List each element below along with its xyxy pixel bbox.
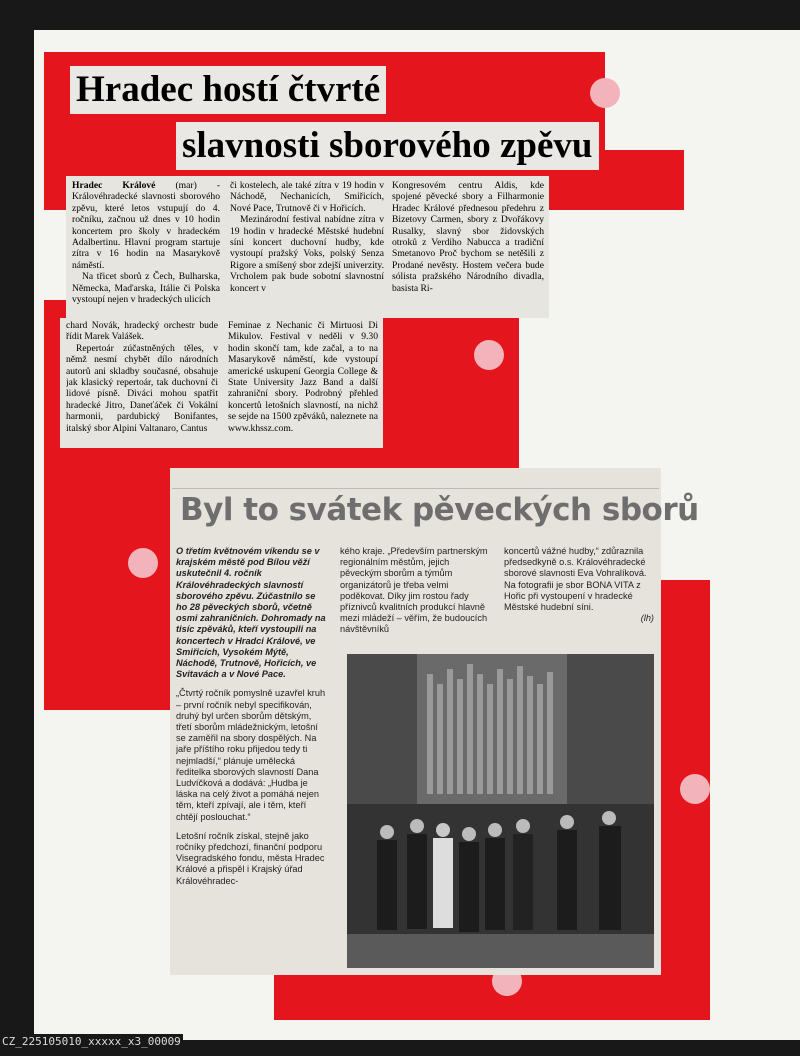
article1-column-2 — [230, 180, 384, 314]
author-signature: (lh) — [640, 613, 654, 624]
paragraph: Letošní ročník získal, stejně jako ročníky předchozí, finanční podporu Visegradského fondu, města Hradec Králové a přispěl i Krajský úřad Královéhradec- — [176, 830, 325, 886]
paragraph: Na třicet sborů z Čech, Bulharska, Německa, Maďarska, Itálie či Polska vystoupí nejen v hradeckých ulicích — [72, 271, 220, 306]
paragraph: Feminae z Nechanic či Mirtuosi Di Mikulov. Festival v neděli v 9.30 hodin skončí tam, kde začal, a to na Masarykově náměstí, kde vystoupí americké uskupení Georgia College & State University Jazz Band a další zahraniční sbory. Podrobný přehled koncertů letošních slavností, na nichž se sejde na 1500 zpěváků, naleznete na www.khssz.com. — [228, 320, 378, 434]
red-backing-left — [44, 440, 174, 710]
article2-column-3 — [504, 546, 654, 650]
archive-id-caption: CZ_225105010_xxxxx_x3_00009 — [2, 1035, 181, 1048]
paragraph: chard Novák, hradecký orchestr bude řídit Marek Valášek. — [66, 320, 218, 343]
paragraph: Repertoár zúčastněných těles, v němž nesmí chybět dílo národních autorů ani skladby současné, obsahuje jak klasický repertoár, tak duchovní či lidové písně. Diváci mohou spatřit hradecké Jitro, Daneťáček či Vokální harmonii, pardubický Bonifantes, italský sbor Alpini Valtanaro, Cantus — [66, 342, 218, 434]
paragraph: „Čtvrtý ročník pomyslně uzavřel kruh – první ročník nebyl specifikován, druhý byl určen sborům dětským, třetí sborům mládežnickým, letošní se zaměřil na sbory dospělých. Na jaře příštího roku přijedou tedy ti nejmladší,“ plánuje umělecká ředitelka sborových slavností Dana Ludvíčková a dodává: „Hudba je láska na celý život a pomáhá nejen těm, kteří zpívají, ale i těm, kteří chtějí poslouchat.“ — [176, 688, 326, 822]
article1-headline-line1: Hradec hostí čtvrté — [70, 66, 386, 114]
paragraph: Mezinárodní festival nabídne zítra v 19 hodin v hradecké Městské hudební síni koncert duchovní hudby, kde vystoupí pražský Voks, polský Senza Rigore a smíšený sbor zdejší univerzity. Vrcholem pak bude sobotní slavnostní koncert v — [230, 214, 384, 294]
pink-dot — [474, 340, 504, 370]
dateline: Hradec Králové — [72, 180, 156, 191]
article2-column-1 — [176, 546, 328, 972]
article2-lead: O třetím květnovém víkendu se v krajském městě pod Bílou věží uskutečnil 4. ročník Královéhradeckých slavností sborového zpěvu. Zúčastnilo se ho 28 pěveckých sborů, včetně osmi zahraničních. Dohromady na tisíc zpěváků, kteří vystoupili na koncertech v Hradci Králové, ve Smiřicích, Vysokém Mýtě, Náchodě, Trutnově, Hořicích, ve Svitavách a v Nové Pace. — [176, 546, 326, 680]
paragraph: kého kraje. „Především partnerským regionálním městům, jejich pěveckým sborům a týmům organizátorů je třeba velmi poděkovat. Díky jim rostou řady příznivců kvalitních produkcí hlavně mezi mládeží – věřím, že budoucích návštěvníků — [340, 546, 488, 635]
pink-dot — [128, 548, 158, 578]
paragraph: (mar) - Královéhradecké slavnosti sborového zpěvu, které letos vstupují do 4. ročníku, začnou už dnes v 10 hodin koncertem pro školy v hradeckém Adalbertinu. Hlavní program startuje zítra v 16 hodin na Masarykově náměstí. — [72, 180, 220, 271]
article1-column-4 — [66, 320, 218, 444]
article1-headline-line2: slavnosti sborového zpěvu — [176, 122, 599, 170]
article2-clipping — [170, 468, 699, 975]
article2-column-2 — [340, 546, 492, 650]
choir-photo — [347, 654, 654, 968]
pink-dot — [590, 78, 620, 108]
article2-headline: Byl to svátek pěveckých sborů — [180, 492, 699, 528]
article1-column-3 — [392, 180, 544, 314]
clipping-header-strip — [172, 468, 659, 489]
article1-column-5 — [228, 320, 378, 444]
paragraph: či kostelech, ale také zítra v 19 hodin v Náchodě, Nechanicích, Smiřicích, Nové Pace, Trutnově či v Hořicích. — [230, 180, 384, 214]
choir-photo-image — [347, 654, 654, 968]
paragraph: koncertů vážné hudby,“ zdůraznila předsedkyně o.s. Královéhradecké sborové slavnosti Eva Vohralíková. Na fotografii je sbor BONA VITA z Hořic při vystoupení v hradecké Městské hudební síni. — [504, 546, 647, 613]
paragraph: Kongresovém centru Aldis, kde spojené pěvecké sbory a Filharmonie Hradec Králové přednesou předehru z Bizetovy Carmen, sbory z Dvořákovy Rusalky, slavný sbor židovských otroků z Verdiho Nabucca a tradiční Smetanovo Proč bychom se netěšili z Prodané nevěsty. Hostem večera bude sólista pražského Národního divadla, basista Ri- — [392, 180, 544, 294]
pink-dot — [680, 774, 710, 804]
article1-column-1 — [72, 180, 220, 314]
